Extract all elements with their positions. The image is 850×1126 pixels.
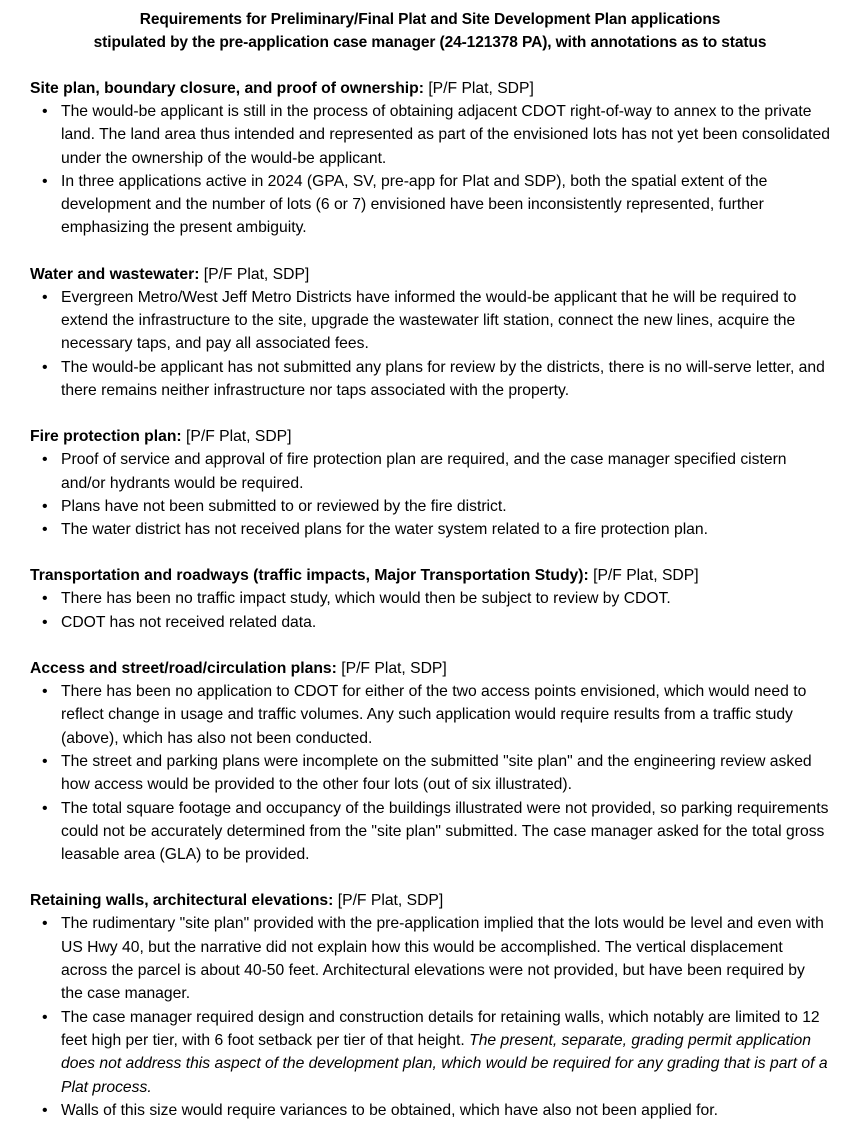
section-heading — [30, 657, 830, 680]
bullet-dot-icon: • — [42, 172, 48, 190]
section-heading — [30, 564, 830, 587]
section-heading — [30, 77, 830, 100]
section — [30, 263, 830, 402]
bullet-text: The case manager required design and construction details for retaining walls, which notably are limited to 12 feet high per tier, with 6 foot setback per tier of that height. — [61, 1008, 820, 1049]
bullet-item — [30, 611, 830, 634]
section-heading-title: Transportation and roadways (traffic impacts, Major Transportation Study): — [30, 567, 589, 585]
section-heading — [30, 263, 830, 286]
section-heading — [30, 889, 830, 912]
section-heading-tag: [P/F Plat, SDP] — [199, 265, 310, 283]
bullet-item — [30, 1099, 830, 1122]
bullet-item — [30, 448, 830, 495]
bullet-text: CDOT has not received related data. — [61, 613, 317, 631]
bullet-text: Walls of this size would require variances to be obtained, which have also not been applied for. — [61, 1101, 718, 1119]
bullet-text: The rudimentary "site plan" provided with the pre-application implied that the lots would be level and even with US Hwy 40, but the narrative did not explain how this would be accomplished. The vertical displacement across the parcel is about 40-50 feet. Architectural elevations were not provided, but have been required by the case manager. — [61, 915, 824, 1003]
bullet-list — [30, 912, 830, 1122]
bullet-dot-icon: • — [42, 521, 48, 539]
section-heading-title: Retaining walls, architectural elevations: — [30, 892, 334, 910]
document-title-line-1: Requirements for Preliminary/Final Plat and Site Development Plan applications — [139, 11, 721, 28]
bullet-item — [30, 680, 830, 750]
section — [30, 425, 830, 541]
section — [30, 77, 830, 240]
bullet-item — [30, 518, 830, 541]
section-heading-tag: [P/F Plat, SDP] — [588, 567, 699, 585]
section — [30, 889, 830, 1122]
bullet-text: The would-be applicant has not submitted any plans for review by the districts, there is no will-serve letter, and there remains neither infrastructure nor taps associated with the property. — [61, 358, 825, 399]
section-heading-tag: [P/F Plat, SDP] — [336, 660, 447, 678]
bullet-item — [30, 750, 830, 797]
bullet-text: The street and parking plans were incomplete on the submitted "site plan" and the engineering review asked how access would be provided to the other four lots (out of six illustrated). — [61, 752, 812, 794]
bullet-dot-icon: • — [42, 613, 48, 631]
bullet-list — [30, 100, 830, 240]
bullet-item — [30, 797, 830, 867]
section-heading — [30, 425, 830, 448]
bullet-text: There has been no application to CDOT for either of the two access points envisioned, which would need to reflect change in usage and traffic volumes. Any such application would require results from a traffic study (above), which has also not been conducted. — [61, 683, 807, 747]
section-heading-tag: [P/F Plat, SDP] — [181, 428, 292, 446]
section-heading-tag: [P/F Plat, SDP] — [423, 80, 534, 97]
bullet-dot-icon: • — [42, 799, 48, 817]
bullet-italic-note: The present, separate, grading permit application does not address this aspect of the development plan, which would be required for any grading that is part of a Plat process. — [61, 1031, 828, 1096]
bullet-text: In three applications active in 2024 (GPA, SV, pre-app for Plat and SDP), both the spatial extent of the development and the number of lots (6 or 7) envisioned have been inconsistently represented, further emphasizing the present ambiguity. — [61, 172, 768, 237]
bullet-dot-icon: • — [42, 1008, 48, 1026]
bullet-dot-icon: • — [42, 752, 48, 770]
bullet-text: Proof of service and approval of fire protection plan are required, and the case manager specified cistern and/or hydrants would be required. — [61, 451, 787, 492]
sections-container — [30, 77, 830, 1122]
bullet-text: There has been no traffic impact study, which would then be subject to review by CDOT. — [61, 590, 671, 608]
bullet-list — [30, 448, 830, 541]
bullet-text: The water district has not received plans for the water system related to a fire protection plan. — [61, 521, 708, 539]
bullet-text: Plans have not been submitted to or reviewed by the fire district. — [61, 497, 507, 515]
bullet-dot-icon: • — [42, 103, 48, 120]
bullet-item — [30, 912, 830, 1005]
bullet-dot-icon: • — [42, 451, 48, 469]
bullet-item — [30, 170, 830, 240]
section-heading-title: Fire protection plan: — [30, 428, 182, 446]
bullet-item — [30, 356, 830, 403]
section-heading-title: Water and wastewater: — [30, 265, 200, 283]
bullet-item — [30, 1006, 830, 1099]
section-heading-tag: [P/F Plat, SDP] — [333, 892, 444, 910]
bullet-text: The would-be applicant is still in the process of obtaining adjacent CDOT right-of-way to annex to the private land. The land area thus intended and represented as part of the envisioned lots has not yet been consolidated under the ownership of the would-be applicant. — [61, 103, 830, 167]
bullet-item — [30, 495, 830, 518]
bullet-dot-icon: • — [42, 497, 48, 515]
bullet-dot-icon: • — [42, 683, 48, 701]
bullet-list — [30, 587, 830, 634]
section-heading-title: Access and street/road/circulation plans: — [30, 660, 337, 678]
bullet-text: Evergreen Metro/West Jeff Metro Districts have informed the would-be applicant that he will be required to extend the infrastructure to the site, upgrade the wastewater lift station, connect the new lines, acquire the necessary taps, and pay all associated fees. — [61, 288, 797, 353]
bullet-dot-icon: • — [42, 1101, 48, 1119]
bullet-dot-icon: • — [42, 288, 48, 306]
section — [30, 564, 830, 634]
section-heading-title: Site plan, boundary closure, and proof of ownership: — [30, 80, 424, 97]
bullet-dot-icon: • — [42, 590, 48, 608]
bullet-dot-icon: • — [42, 915, 48, 933]
bullet-item — [30, 286, 830, 356]
bullet-item — [30, 587, 830, 610]
document-title-line-2: stipulated by the pre-application case manager (24-121378 PA), with annotations as to status — [93, 34, 767, 51]
bullet-list — [30, 680, 830, 866]
section — [30, 657, 830, 866]
bullet-list — [30, 286, 830, 402]
bullet-text: The total square footage and occupancy of the buildings illustrated were not provided, so parking requirements could not be accurately determined from the "site plan" submitted. The case manager asked for the total gross leasable area (GLA) to be provided. — [61, 799, 829, 864]
document-title — [30, 8, 830, 54]
bullet-item — [30, 100, 830, 170]
bullet-dot-icon: • — [42, 358, 48, 376]
